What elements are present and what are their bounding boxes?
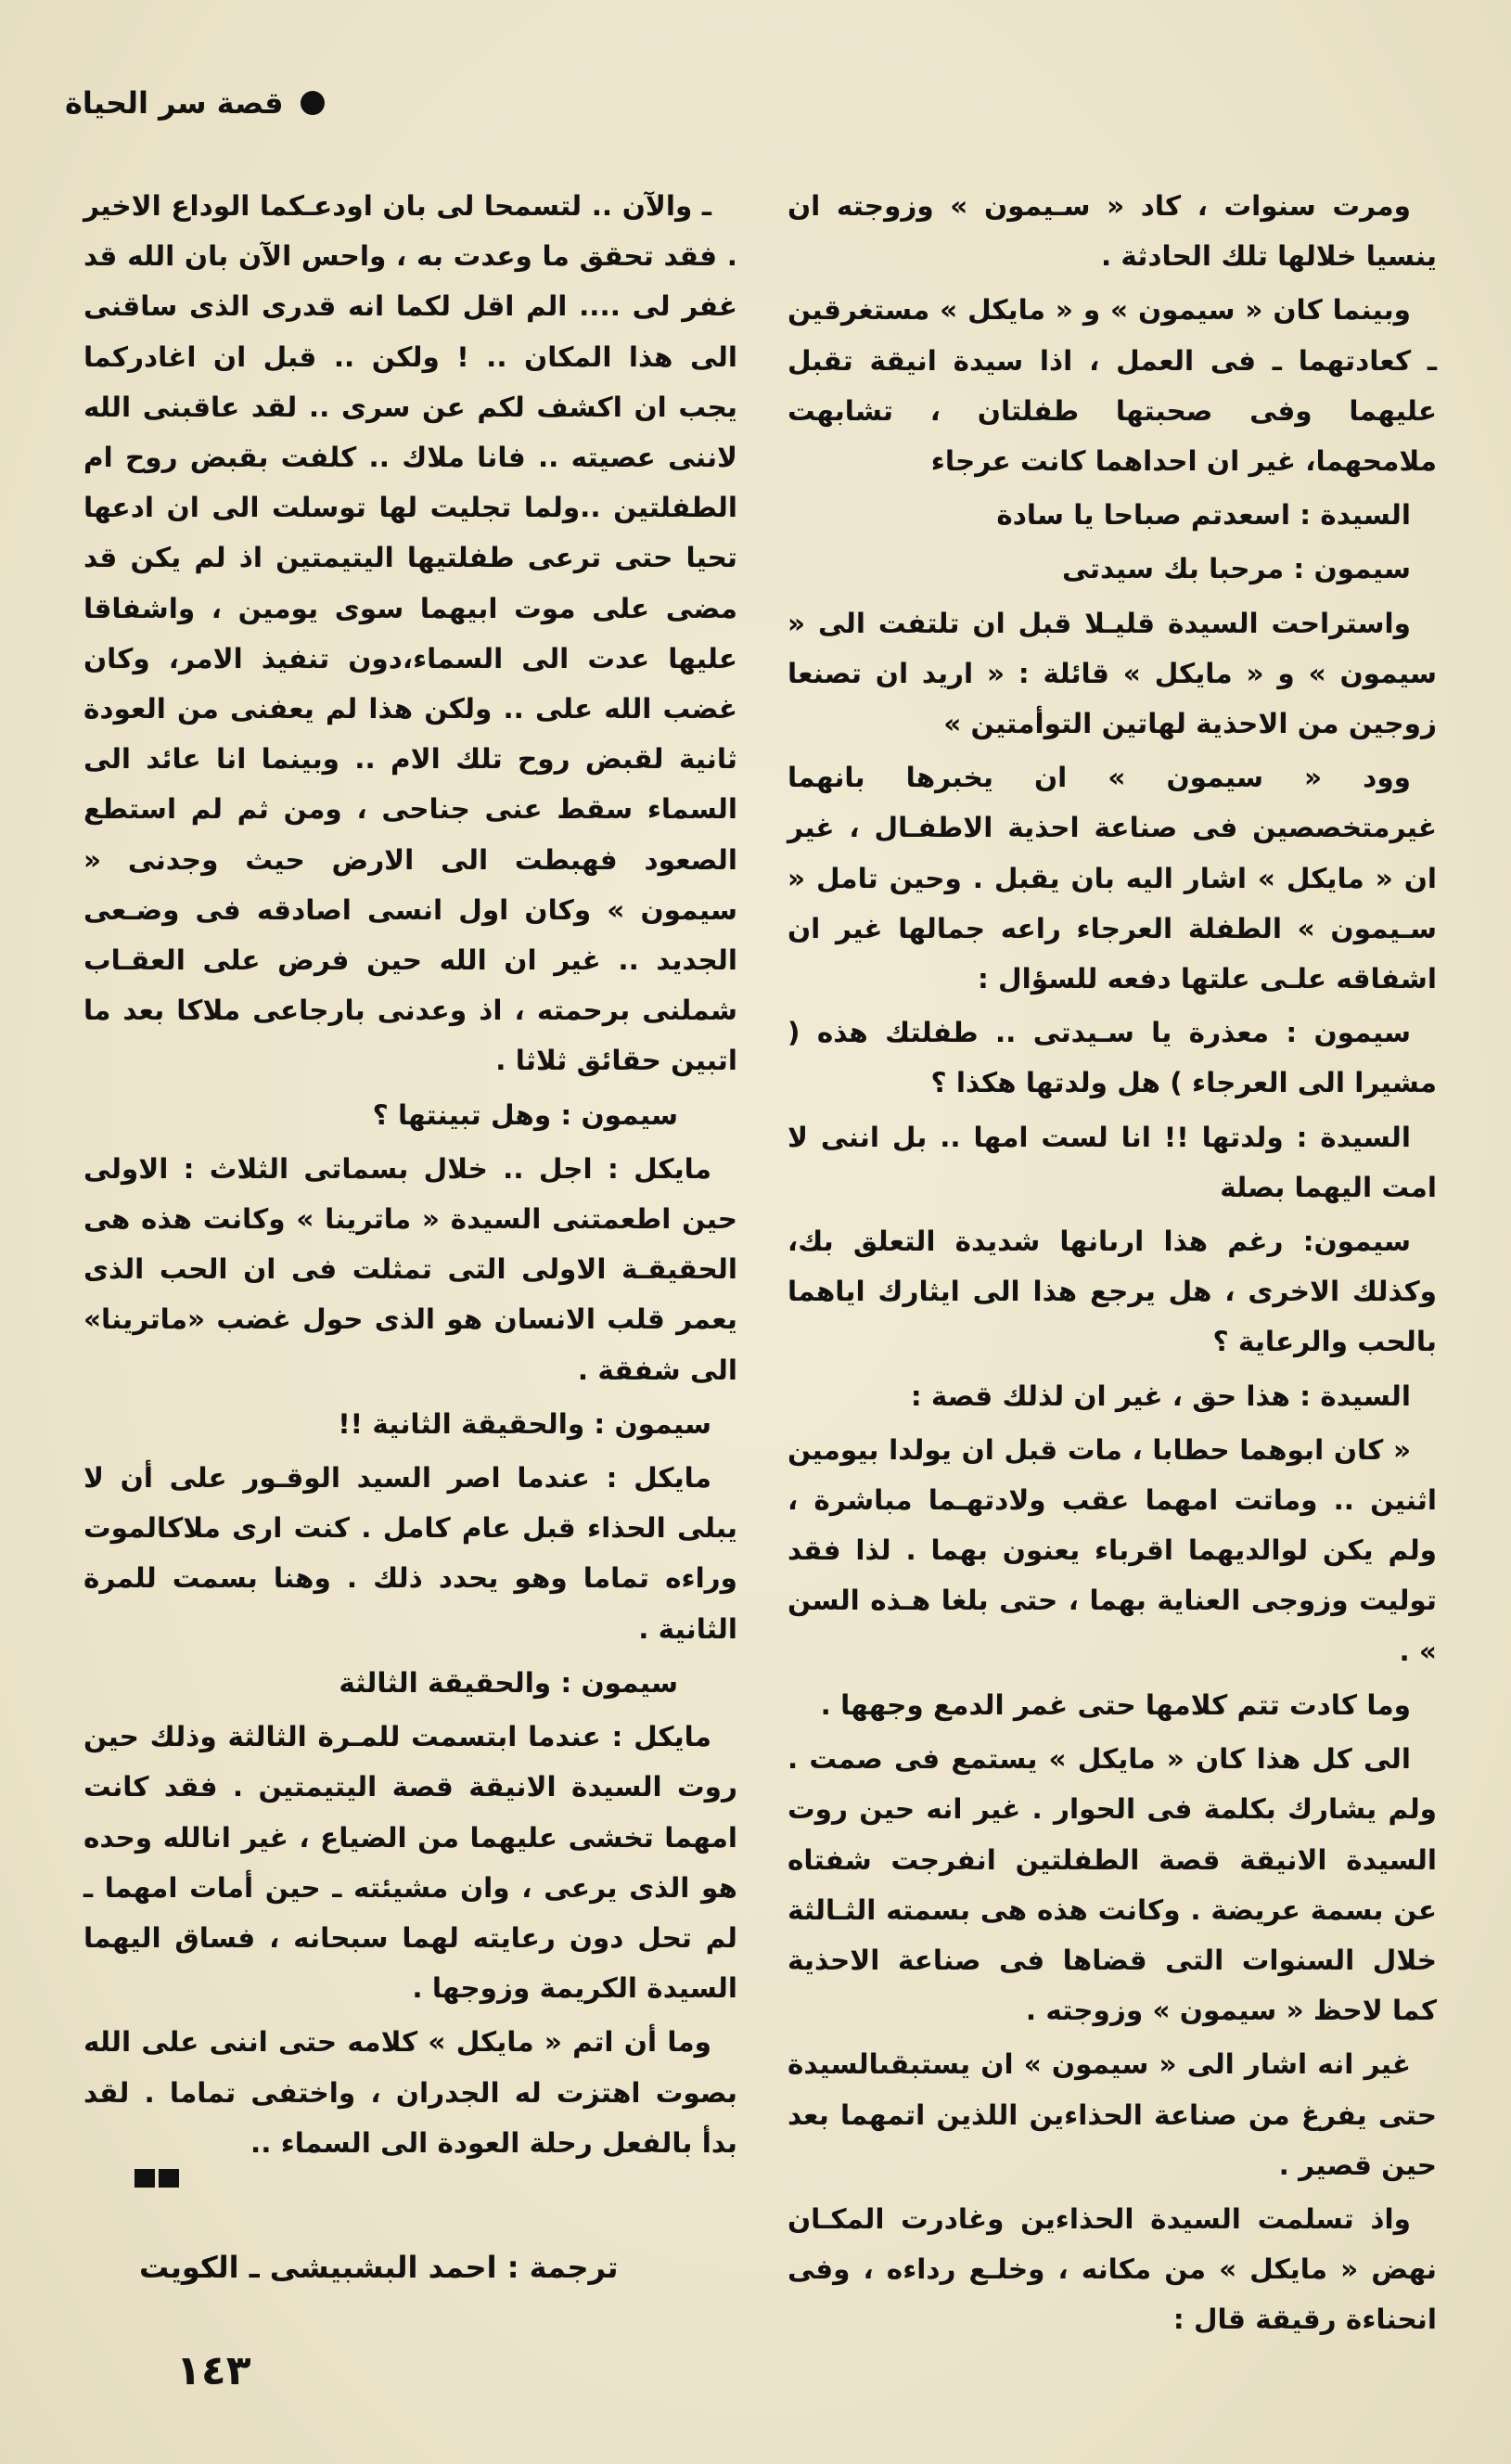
running-title: قصة سر الحياة [65, 85, 284, 121]
paragraph: الى كل هذا كان « مايكل » يستمع فى صمت . ولم يشارك بكلمة فى الحوار . غير انه حين روت السيدة الانيقة قصة الطفلتين انفرجت شفتاه عن بسمة عريضة . وكانت هذه هى بسمته الثـالثة خلال السنوات التى قضاها فى صناعة الاحذية كما لاحظ « سيمون » وزوجته . [788, 1743, 1437, 2027]
paragraph: سيمون : معذرة يا سـيدتى .. طفلتك هذه ( مشيرا الى العرجاء ) هل ولدتها هكذا ؟ [788, 1017, 1437, 1099]
bullet-icon [301, 91, 325, 115]
page-header [65, 85, 325, 121]
right-text-column [788, 181, 1437, 2349]
paragraph: سيمون : والحقيقة الثالثة [339, 1666, 678, 1699]
translator-credit: ترجمة : احمد البشبيشى ـ الكويت [139, 2250, 619, 2285]
paragraph: سيمون : مرحبا بك سيدتى [1062, 553, 1411, 585]
paragraph: سيمون : والحقيقة الثانية !! [338, 1407, 711, 1440]
paragraph: ـ والآن .. لتسمحا لى بان اودعـكما الوداع الاخير . فقد تحقق ما وعدت به ، واحس الآن بان الله قد غفر لى .... الم اقل لكما انه قدرى الذى ساقنى الى هذا المكان .. ! ولكن .. قبل ان اغادركما يجب ان اكشف لكم عن سرى .. لقد عاقبنى الله لاننى عصيته .. فانا ملاك .. كلفت بقبض روح ام الطفلتين ..ولما تجليت لها توسلت الى ان ادعها تحيا حتى ترعى طفلتيها اليتيمتين اذ لم يكن قد مضى على موت ابيهما سوى يومين ، واشفاقا عليها عدت الى السماء،دون تنفيذ الامر، وكان غضب الله على .. ولكن هذا لم يعفنى من العودة ثانية لقبض روح تلك الام .. وبينما انا عائد الى السماء سقط عنى جناحى ، ومن ثم لم استطع الصعود فهبطت الى الارض حيث وجدنى « سيمون » وكان اول انسى اصادقه فى وضـعى الجديد .. غير ان الله حين فرض على العقـاب شملنى برحمته ، اذ وعدنى بارجاعى ملاكا بعد ما اتبين حقائق ثلاثا . [83, 190, 737, 1077]
paragraph: مايكل : عندما ابتسمت للمـرة الثالثة وذلك حين روت السيدة الانيقة قصة اليتيمتين . فقد كانت امهما تخشى عليهما من الضياع ، غير انالله وحده هو الذى يرعى ، وان مشيئته ـ حين أمات امهما ـ لم تحل دون رعايته لهما سبحانه ، فساق اليهما السيدة الكريمة وزوجها . [83, 1721, 737, 2005]
paragraph: واستراحت السيدة قليـلا قبل ان تلتفت الى « سيمون » و « مايكل » قائلة : « اريد ان تصنعا زوجين من الاحذية لهاتين التوأمتين » [788, 607, 1437, 740]
paragraph: سيمون: رغم هذا ارىانها شديدة التعلق بك، وكذلك الاخرى ، هل يرجع هذا الى ايثارك اياهما بالحب والرعاية ؟ [788, 1226, 1437, 1358]
paragraph: غير انه اشار الى « سيمون » ان يستبقىالسيدة حتى يفرغ من صناعة الحذاءين اللذين اتمهما بعد حين قصير . [788, 2048, 1437, 2181]
paragraph: مايكل : اجل .. خلال بسماتى الثلاث : الاولى حين اطعمتنى السيدة « ماترينا » وكانت هذه هى الحقيقـة الاولى التى تمثلت فى ان الحب الذى يعمر قلب الانسان هو الذى حول غضب «ماترينا» الى شفقة . [83, 1152, 737, 1386]
end-of-article-mark [134, 2169, 179, 2188]
paragraph: واذ تسلمت السيدة الحذاءين وغادرت المكـان نهض « مايكل » من مكانه ، وخلـع رداءه ، وفى انحناءة رقيقة قال : [788, 2202, 1437, 2336]
left-text-column [83, 181, 737, 2172]
paragraph: وما أن اتم « مايكل » كلامه حتى اننى على الله بصوت اهتزت له الجدران ، واختفى تماما . لقد بدأ بالفعل رحلة العودة الى السماء .. [83, 2026, 737, 2159]
paragraph: « كان ابوهما حطابا ، مات قبل ان يولدا بيومين اثنين .. وماتت امهما عقب ولادتهـما مباشرة ، ولم يكن لوالديهما اقرباء يعنون بهما . لذا فقد توليت وزوجى العناية بهما ، حتى بلغا هـذه السن » . [788, 1433, 1437, 1667]
paragraph: مايكل : عندما اصر السيد الوقـور على أن لا يبلى الحذاء قبل عام كامل . كنت ارى ملاكالموت وراءه تماما وهو يحدد ذلك . وهنا بسمت للمرة الثانية . [83, 1462, 737, 1645]
paragraph: وما كادت تتم كلامها حتى غمر الدمع وجهها . [820, 1688, 1411, 1721]
paragraph: السيدة : هذا حق ، غير ان لذلك قصة : [910, 1380, 1411, 1412]
end-square-icon [134, 2169, 155, 2188]
paragraph: السيدة : ولدتها !! انا لست امها .. بل اننى لا امت اليهما بصلة [788, 1121, 1437, 1203]
paragraph: وود « سيمون » ان يخبرها بانهما غيرمتخصصين فى صناعة احذية الاطفـال ، غير ان « مايكل » اشار اليه بان يقبل . وحين تامل « سـيمون » الطفلة العرجاء راعه جمالها غير ان اشفاقه علـى علتها دفعه للسؤال : [788, 762, 1437, 995]
end-square-icon [159, 2169, 179, 2188]
paragraph: السيدة : اسعدتم صباحا يا سادة [996, 499, 1411, 532]
paragraph: ومرت سنوات ، كاد « سـيمون » وزوجته ان ينسيا خلالها تلك الحادثة . [788, 190, 1437, 273]
paragraph: سيمون : وهل تبينتها ؟ [372, 1098, 678, 1131]
page-number: ١٤٣ [176, 2347, 251, 2394]
paragraph: وبينما كان « سيمون » و « مايكل » مستغرقين ـ كعادتهما ـ فى العمل ، اذا سيدة انيقة تقبل عليهما وفى صحبتها طفلتان ، تشابهت ملامحهما، غير ان احداهما كانت عرجاء [788, 294, 1437, 478]
